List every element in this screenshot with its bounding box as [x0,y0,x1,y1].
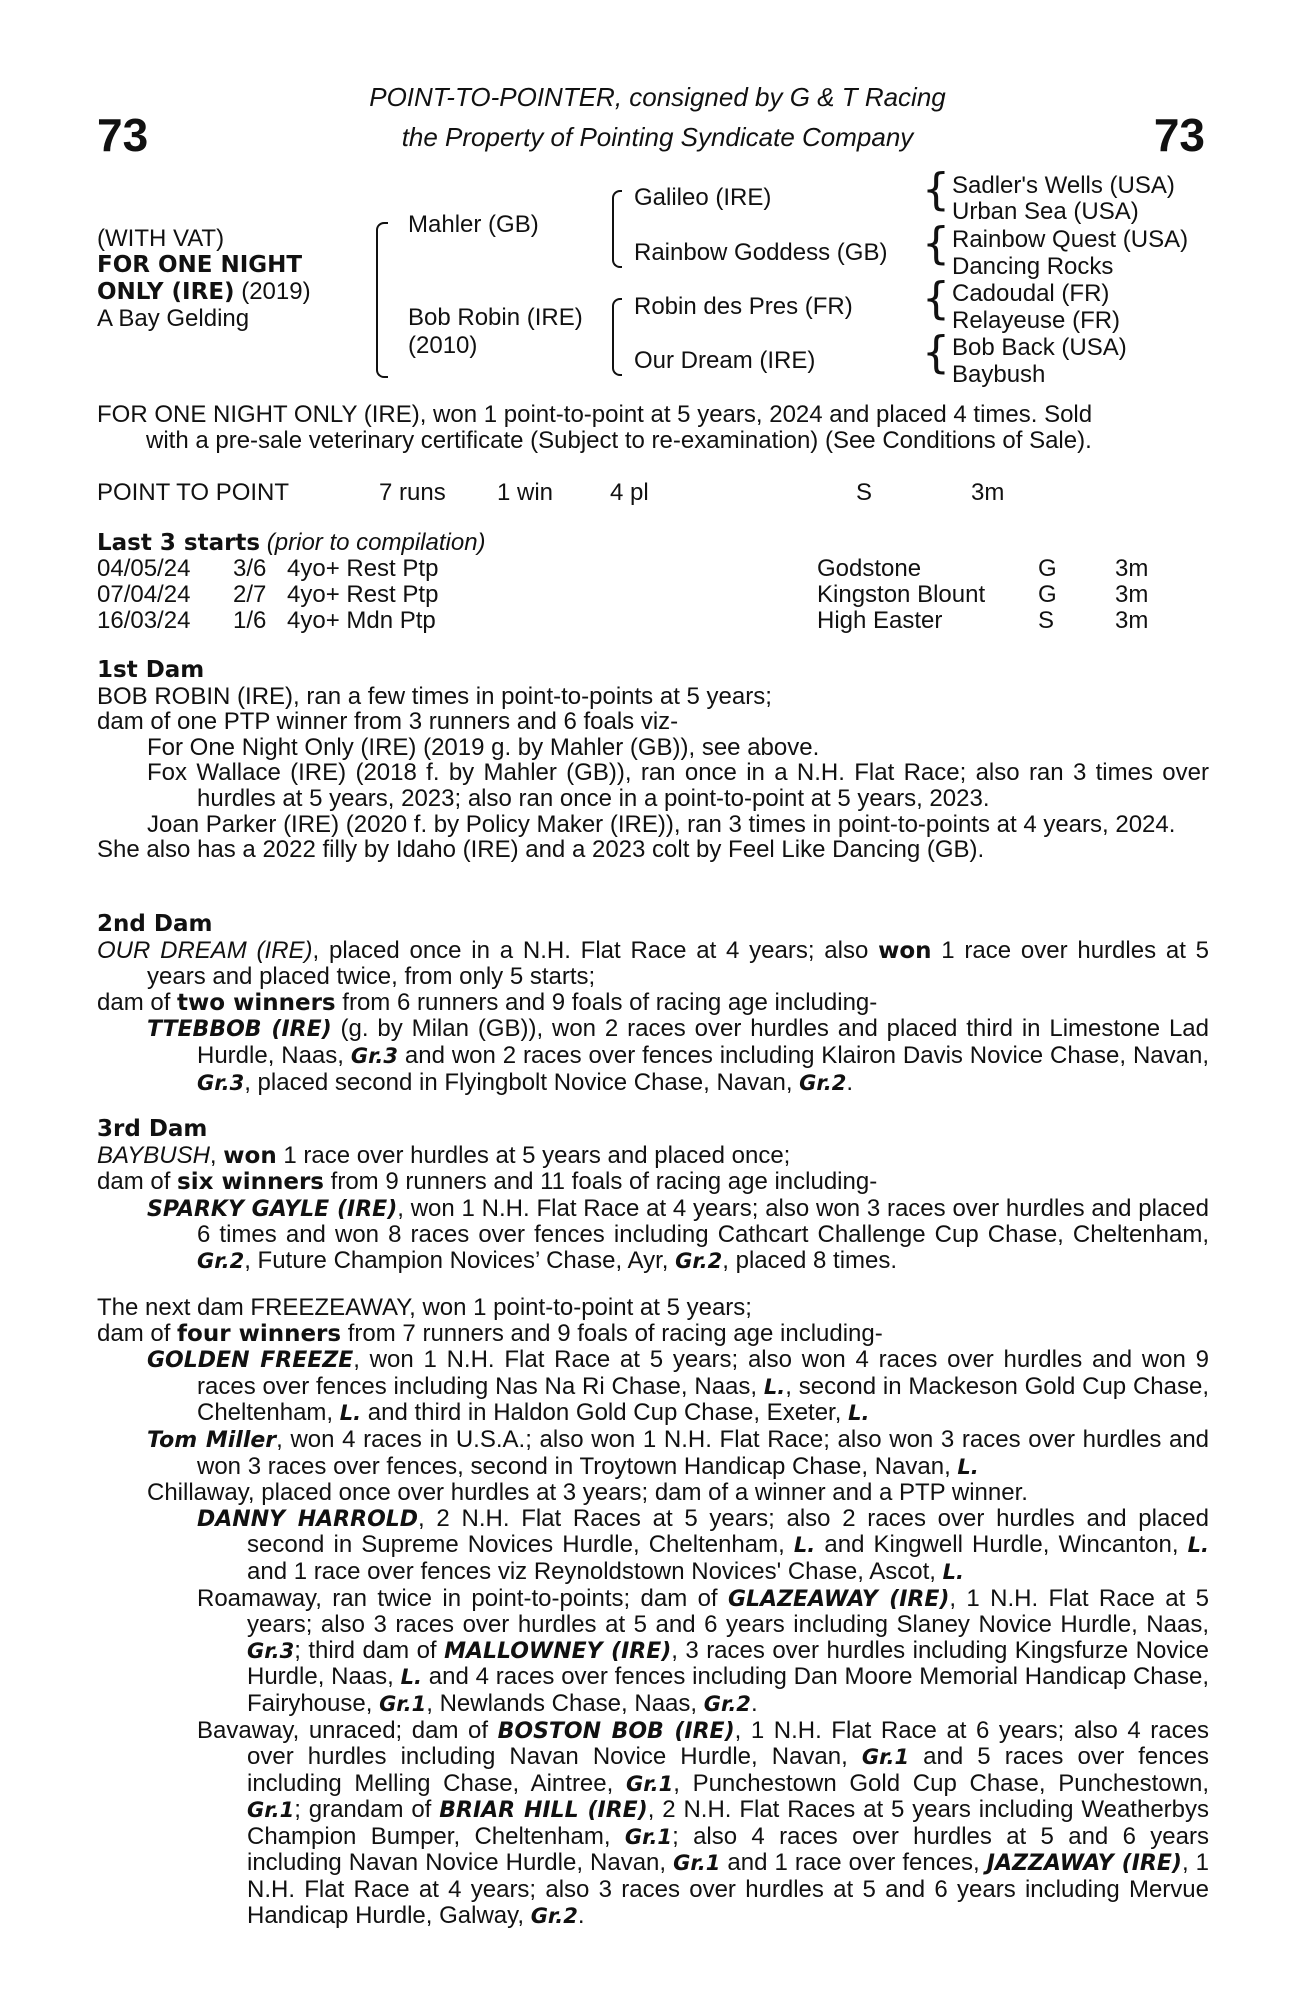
start-distance: 3m [1115,581,1149,608]
second-dam-section [97,912,1209,1096]
next-dam-progeny: Tom Miller, won 4 races in U.S.A.; also won 1 N.H. Flat Race; also won 3 races over hurdles and won 3 races over fences, second in Troytown Handicap Chase, Navan, L. [147,1425,1210,1480]
start-position: 1/6 [233,607,267,634]
lot-number-left: 73 [97,109,149,161]
start-going: S [1038,607,1055,634]
start-position: 2/7 [233,581,267,608]
sire-bracket [612,190,622,268]
sire: Mahler (GB) [408,211,539,238]
start-distance: 3m [1115,607,1149,634]
start-going: G [1038,555,1057,582]
brace-1: { [922,164,950,215]
sire-dam-sire: Rainbow Quest (USA) [952,226,1189,253]
dam-year: (2010) [408,332,478,359]
next-dam-progeny: GOLDEN FREEZE, won 1 N.H. Flat Race at 5 years; also won 4 races over hurdles and won 9 races over fences including Nas Na Ri Chase, Naas, L., second in Mackeson Gold Cup Chase, Cheltenham, L. and third in Haldon Gold Cup Chase, Exeter, L. [147,1346,1210,1427]
ptp-placed: 4 pl [610,479,649,506]
start-date: 16/03/24 [97,607,191,634]
third-dam-heading: 3rd Dam [97,1116,208,1142]
horse-name-line2: ONLY (IRE) (2019) [97,278,311,305]
start-race: 4yo+ Rest Ptp [287,555,439,582]
pedigree-bracket-main [376,222,388,378]
start-going: G [1038,581,1057,608]
brace-2: { [922,218,950,269]
dam-dam-sire: Bob Back (USA) [952,334,1127,361]
header-property: the Property of Pointing Syndicate Company [401,122,914,152]
start-course: Godstone [817,555,922,582]
dam-bracket [612,298,622,376]
start-course: High Easter [817,607,943,634]
third-dam-section [97,1117,1209,1275]
ptp-wins: 1 win [497,479,554,506]
first-dam-section [97,658,1209,863]
horse-description: A Bay Gelding [97,305,250,332]
second-dam-progeny: TTEBBOB (IRE) (g. by Milan (GB)), won 2 races over hurdles and placed third in Limestone Lad Hurdle, Naas, Gr.3 and won 2 races over fences including Klairon Davis Novice Chase, Navan, Gr.3, placed second in Flyingbolt Novice Chase, Navan, Gr.2. [147,1015,1209,1096]
next-dam-bavaway: Bavaway, unraced; dam of BOSTON BOB (IRE), 1 N.H. Flat Race at 6 years; also 4 races over hurdles including Navan Novice Hurdle, Navan, Gr.1 and 5 races over fences including Melling Chase, Aintree, Gr.1, Punchestown Gold Cup Chase, Punchestown, Gr.1; grandam of BRIAR HILL (IRE), 2 N.H. Flat Races at 5 years including Weatherbys Champion Bumper, Cheltenham, Gr.1; also 4 races over hurdles at 5 and 6 years including Navan Novice Hurdle, Navan, Gr.1 and 1 race over fences, JAZZAWAY (IRE), 1 N.H. Flat Race at 4 years; also 3 races over hurdles at 5 and 6 years including Mervue Handicap Hurdle, Galway, Gr.2. [197,1716,1210,1929]
third-dam-produce: dam of six winners from 9 runners and 11 foals of racing age including- [97,1168,878,1196]
summary-line2: with a pre-sale veterinary certificate (Subject to re-examination) (See Conditions of Sale). [146,427,1092,454]
second-dam-description: OUR DREAM (IRE), placed once in a N.H. Flat Race at 4 years; also won 1 race over hurdles at 5 years and placed twice, from only 5 starts; [97,936,1209,991]
start-position: 3/6 [233,555,267,582]
next-dam-line1: The next dam FREEZEAWAY, won 1 point-to-point at 5 years; [97,1294,752,1321]
start-race: 4yo+ Rest Ptp [287,581,439,608]
dam-sire-dam: Relayeuse (FR) [952,307,1121,334]
next-dam-section [97,1295,1209,1929]
brace-4: { [922,327,950,378]
brace-3: { [922,273,950,324]
first-dam-line1: BOB ROBIN (IRE), ran a few times in point-to-points at 5 years; [97,682,772,710]
sire-sire-dam: Urban Sea (USA) [952,198,1139,225]
start-date: 07/04/24 [97,581,191,608]
first-dam-foal: Fox Wallace (IRE) (2018 f. by Mahler (GB)), ran once in a N.H. Flat Race; also ran 3 times over hurdles at 5 years, 2023; also ran once in a point-to-point at 5 years, 2023. [147,759,1209,812]
ptp-going: S [856,479,873,506]
start-race: 4yo+ Mdn Ptp [287,607,436,634]
next-dam-progeny: DANNY HARROLD, 2 N.H. Flat Races at 5 years; also 2 races over hurdles and placed second in Supreme Novices Hurdle, Cheltenham, L. and Kingwell Hurdle, Wincanton, L. and 1 race over fences viz Reynoldstown Novices' Chase, Ascot, L. [197,1504,1210,1585]
second-dam-produce: dam of two winners from 6 runners and 9 foals of racing age including- [97,988,878,1016]
ptp-label: POINT TO POINT [97,479,290,506]
dam-dam-dam: Baybush [952,361,1046,388]
dam-sire-sire: Cadoudal (FR) [952,280,1110,307]
first-dam-heading: 1st Dam [97,657,205,683]
start-distance: 3m [1115,555,1149,582]
first-dam-foal: Joan Parker (IRE) (2020 f. by Policy Maker (IRE)), ran 3 times in point-to-points at 4 years, 2024. [147,810,1176,838]
next-dam-produce: dam of four winners from 7 runners and 9 foals of racing age including- [97,1319,883,1347]
start-date: 04/05/24 [97,555,191,582]
dam: Bob Robin (IRE) [408,304,583,331]
start-course: Kingston Blount [817,581,986,608]
third-dam-progeny: SPARKY GAYLE (IRE), won 1 N.H. Flat Race at 4 years; also won 3 races over hurdles and placed 6 times and won 8 races over fences including Cathcart Challenge Cup Chase, Cheltenham, Gr.2, Future Champion Novices’ Chase, Ayr, Gr.2, placed 8 times. [147,1194,1209,1274]
first-dam-line2: dam of one PTP winner from 3 runners and 6 foals viz- [97,708,679,736]
dam-dam: Our Dream (IRE) [634,347,816,374]
second-dam-heading: 2nd Dam [97,911,213,937]
summary-line1: FOR ONE NIGHT ONLY (IRE), won 1 point-to-point at 5 years, 2024 and placed 4 times. Sold [97,401,1093,428]
horse-name-line1: FOR ONE NIGHT [97,252,303,278]
first-dam-foal: For One Night Only (IRE) (2019 g. by Mahler (GB)), see above. [147,733,820,761]
header-consignor: POINT-TO-POINTER, consigned by G & T Racing [369,82,946,112]
last-starts-heading: Last 3 starts (prior to compilation) [97,529,486,556]
ptp-distance: 3m [971,479,1005,506]
sire-dam-dam: Dancing Rocks [952,253,1114,280]
vat-note: (WITH VAT) [97,225,225,252]
sire-sire-sire: Sadler's Wells (USA) [952,172,1175,199]
sire-sire: Galileo (IRE) [634,184,772,211]
sire-dam: Rainbow Goddess (GB) [634,239,888,266]
first-dam-footer: She also has a 2022 filly by Idaho (IRE) and a 2023 colt by Feel Like Dancing (GB). [97,836,985,864]
ptp-runs: 7 runs [379,479,446,506]
next-dam-chillaway: Chillaway, placed once over hurdles at 3 years; dam of a winner and a PTP winner. [147,1479,1028,1507]
lot-number-right: 73 [1153,109,1205,161]
third-dam-description: BAYBUSH, won 1 race over hurdles at 5 years and placed once; [97,1141,791,1169]
next-dam-roamaway: Roamaway, ran twice in point-to-points; dam of GLAZEAWAY (IRE), 1 N.H. Flat Race at 5 years; also 3 races over hurdles at 5 and 6 years including Slaney Novice Hurdle, Naas, Gr.3; third dam of MALLOWNEY (IRE), 3 races over hurdles including Kingsfurze Novice Hurdle, Naas, L. and 4 races over fences including Dan Moore Memorial Handicap Chase, Fairyhouse, Gr.1, Newlands Chase, Naas, Gr.2. [197,1584,1210,1717]
dam-sire: Robin des Pres (FR) [634,293,853,320]
